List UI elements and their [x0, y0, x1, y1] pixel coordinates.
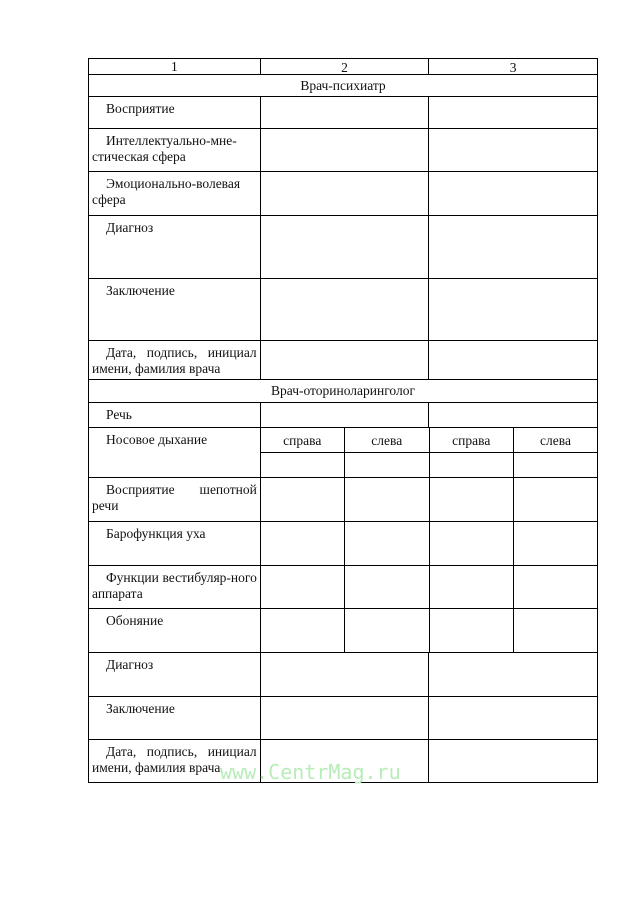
entry-cell[interactable] [430, 453, 515, 477]
row-label: Диагноз [89, 653, 261, 696]
table-row [88, 478, 598, 522]
entry-cell[interactable] [345, 478, 429, 521]
row-label: Диагноз [89, 216, 261, 278]
table-row [88, 216, 598, 279]
entry-cell[interactable] [430, 522, 514, 565]
table-row [88, 403, 598, 428]
column-number-3: 3 [509, 60, 517, 75]
entry-cell[interactable] [261, 403, 430, 427]
entry-cell[interactable] [430, 478, 514, 521]
row-label: Дата, подпись, инициал имени, фамилия врача [89, 740, 261, 782]
row-label: Интеллектуально-мне-стическая сфера [89, 129, 261, 171]
entry-cell[interactable] [429, 403, 597, 427]
row-label: Речь [89, 403, 261, 427]
entry-cell[interactable] [261, 172, 430, 215]
side-value-row [261, 453, 598, 477]
table-row [88, 129, 598, 172]
medical-form-table [88, 58, 598, 783]
entry-cell[interactable] [429, 697, 597, 739]
side-label-right: справа [430, 428, 515, 452]
table-row [88, 609, 598, 653]
column-number-2: 2 [261, 59, 430, 74]
section-title: Врач-оториноларинголог [270, 383, 416, 398]
entry-cell[interactable] [345, 609, 429, 652]
entry-cell[interactable] [429, 279, 597, 340]
entry-cell[interactable] [429, 653, 597, 696]
table-row [88, 522, 598, 566]
entry-cell[interactable] [261, 478, 345, 521]
side-label-right: справа [261, 428, 346, 452]
entry-cell[interactable] [429, 97, 597, 128]
entry-cell[interactable] [430, 566, 514, 608]
entry-cell[interactable] [514, 522, 597, 565]
row-label: Восприятие [89, 97, 261, 128]
row-label: Восприятие шепотной речи [89, 478, 261, 521]
entry-cell[interactable] [345, 453, 430, 477]
row-label: Функции вестибуляр-ного аппарата [89, 566, 261, 608]
section-header-otorhinolaryngologist [88, 380, 598, 403]
table-row [88, 97, 598, 129]
table-row [88, 341, 598, 380]
entry-cell[interactable] [261, 129, 430, 171]
entry-cell[interactable] [514, 478, 597, 521]
side-label-left: слева [345, 428, 430, 452]
row-label: Дата, подпись, инициал имени, фамилия врача [89, 341, 261, 379]
entry-cell[interactable] [345, 522, 429, 565]
table-row [88, 653, 598, 697]
table-row-nasal-breathing [88, 428, 598, 478]
entry-cell[interactable] [261, 697, 430, 739]
row-label: Эмоционально-волевая сфера [89, 172, 261, 215]
column-number-1: 1 [89, 59, 261, 74]
entry-cell[interactable] [261, 279, 430, 340]
entry-cell[interactable] [345, 566, 429, 608]
side-label-left: слева [540, 433, 571, 448]
table-row [88, 172, 598, 216]
entry-cell[interactable] [261, 341, 430, 379]
entry-cell[interactable] [429, 129, 597, 171]
entry-cell[interactable] [514, 566, 597, 608]
entry-cell[interactable] [261, 653, 430, 696]
section-header-psychiatrist [88, 75, 598, 97]
row-label: Барофункция уха [89, 522, 261, 565]
side-header-row [261, 428, 598, 453]
entry-cell[interactable] [429, 341, 597, 379]
entry-cell[interactable] [261, 566, 345, 608]
entry-cell[interactable] [514, 609, 597, 652]
entry-cell[interactable] [514, 453, 597, 477]
table-row [88, 697, 598, 740]
side-subtable [261, 428, 598, 477]
entry-cell[interactable] [429, 216, 597, 278]
entry-cell[interactable] [429, 740, 597, 782]
row-label: Обоняние [89, 609, 261, 652]
section-title: Врач-психиатр [300, 78, 386, 93]
row-label: Заключение [89, 697, 261, 739]
row-label: Носовое дыхание [89, 428, 261, 477]
entry-cell[interactable] [261, 216, 430, 278]
watermark: www.CentrMag.ru [220, 760, 401, 784]
column-number-row [88, 58, 598, 75]
row-label: Заключение [89, 279, 261, 340]
table-row [88, 566, 598, 609]
entry-cell[interactable] [430, 609, 514, 652]
entry-cell[interactable] [429, 172, 597, 215]
entry-cell[interactable] [261, 609, 345, 652]
table-row [88, 279, 598, 341]
entry-cell[interactable] [261, 522, 345, 565]
entry-cell[interactable] [261, 97, 430, 128]
entry-cell[interactable] [261, 453, 346, 477]
